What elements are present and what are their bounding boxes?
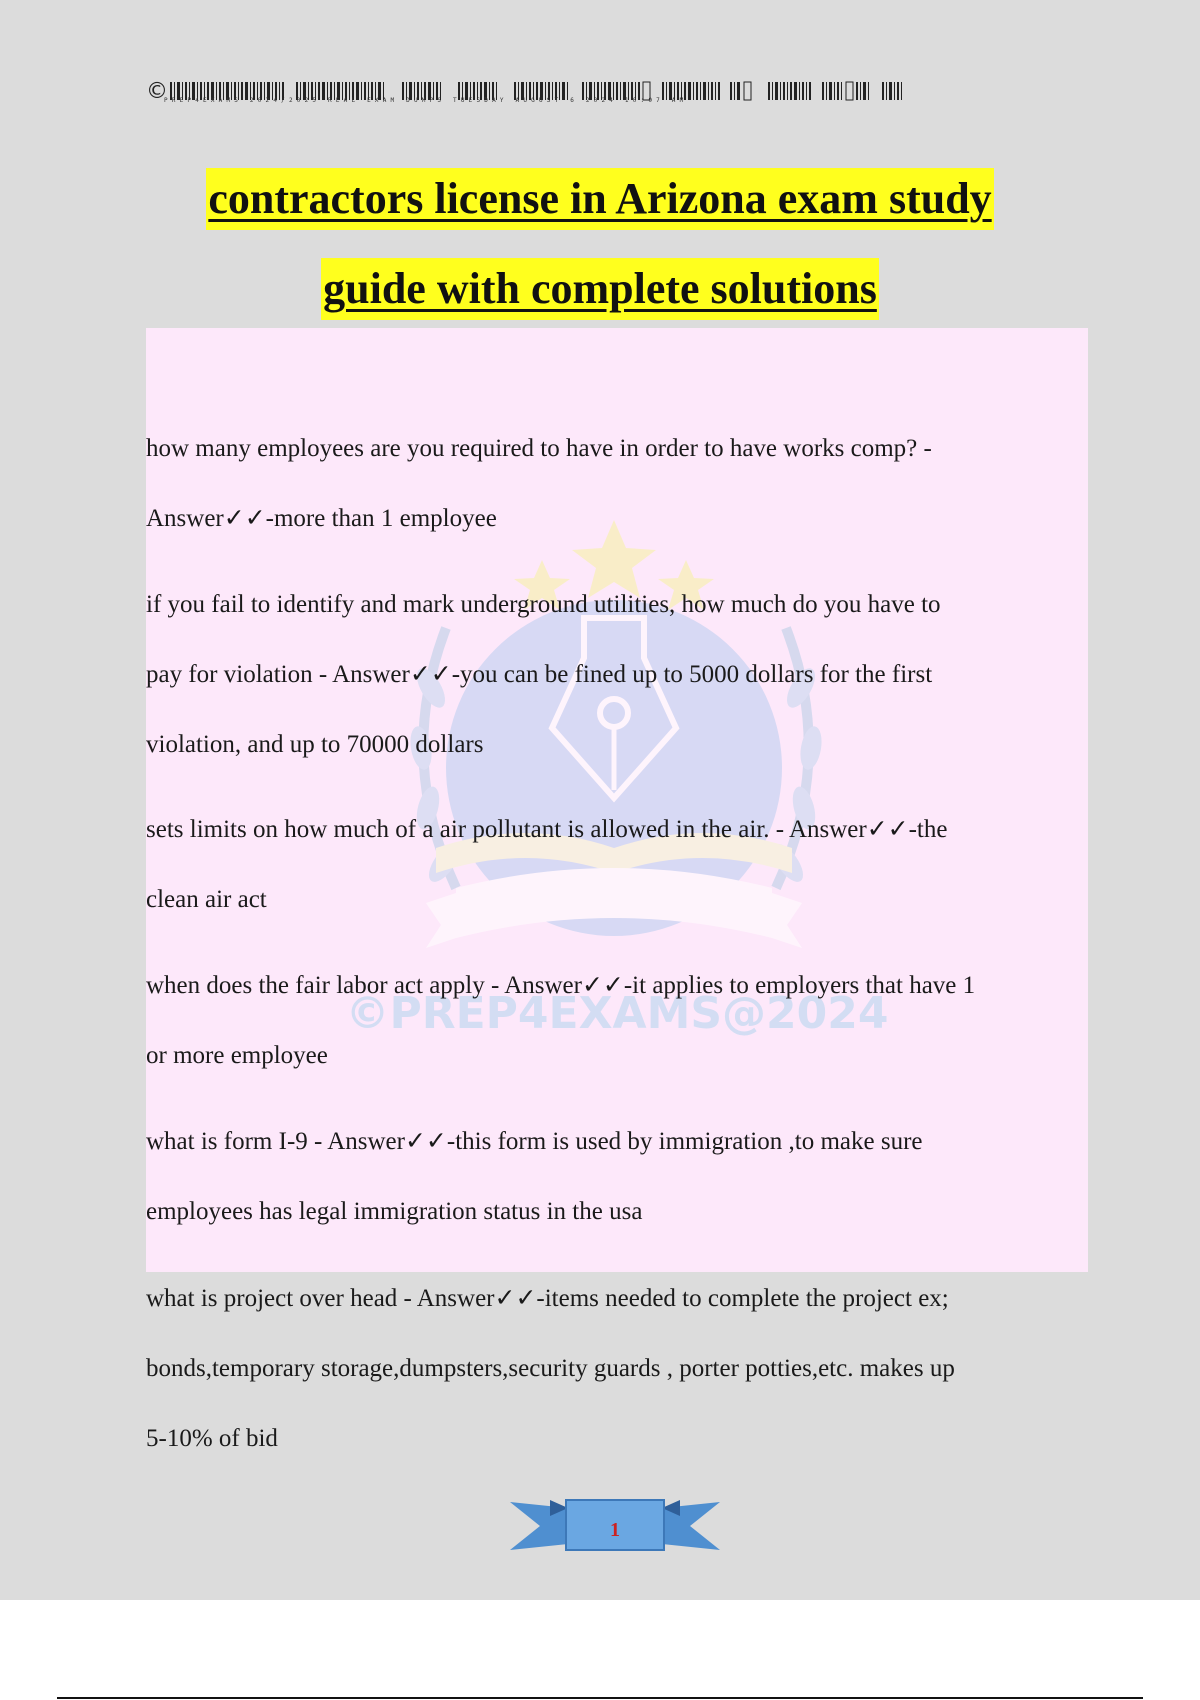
qa-item	[146, 1264, 1096, 1474]
qa-item	[146, 951, 1096, 1091]
qa-line: pay for violation - Answer✓✓-you can be fined up to 5000 dollars for the first	[146, 661, 933, 688]
qa-line: violation, and up to 70000 dollars	[146, 731, 484, 758]
qa-item	[146, 414, 1096, 554]
qa-item	[146, 1107, 1096, 1247]
footer-rule	[57, 1697, 1143, 1699]
qa-item	[146, 570, 1096, 780]
page-number-ribbon	[510, 1494, 720, 1556]
page-number: 1	[610, 1519, 620, 1541]
watermark-text: ©PREP4EXAMS@2024	[345, 988, 889, 1039]
qa-line: employees has legal immigration status in the usa	[146, 1198, 643, 1225]
qa-line: or more employee	[146, 1042, 328, 1069]
qa-line: sets limits on how much of a air pollutant is allowed in the air. - Answer✓✓-the	[146, 816, 948, 843]
qa-line: if you fail to identify and mark underground utilities, how much do you have to	[146, 591, 941, 618]
qa-line: what is project over head - Answer✓✓-items needed to complete the project ex;	[146, 1285, 949, 1312]
copyright-symbol: ©	[146, 78, 168, 104]
qa-line: what is form I-9 - Answer✓✓-this form is used by immigration ,to make sure	[146, 1128, 923, 1155]
header-barcode	[146, 77, 990, 105]
barcode-caption: PREP4EXAMS 2024/2025 REAL EXAM DUMPS TUESDAY AUGUST 6 2024 10:07 AM	[164, 97, 688, 104]
qa-line: clean air act	[146, 886, 267, 913]
qa-line: bonds,temporary storage,dumpsters,security guards , porter potties,etc. makes up	[146, 1355, 955, 1382]
title-line-1-wrap	[0, 168, 1200, 230]
document-title-line-1: contractors license in Arizona exam study	[206, 168, 993, 230]
qa-item	[146, 795, 1096, 935]
qa-line: when does the fair labor act apply - Answer✓✓-it applies to employers that have 1	[146, 972, 976, 999]
qa-line: Answer✓✓-more than 1 employee	[146, 505, 497, 532]
document-title-line-2: guide with complete solutions	[321, 258, 879, 320]
qa-line: how many employees are you required to have in order to have works comp? -	[146, 435, 932, 462]
title-line-2-wrap	[0, 258, 1200, 320]
qa-line: 5-10% of bid	[146, 1425, 278, 1452]
